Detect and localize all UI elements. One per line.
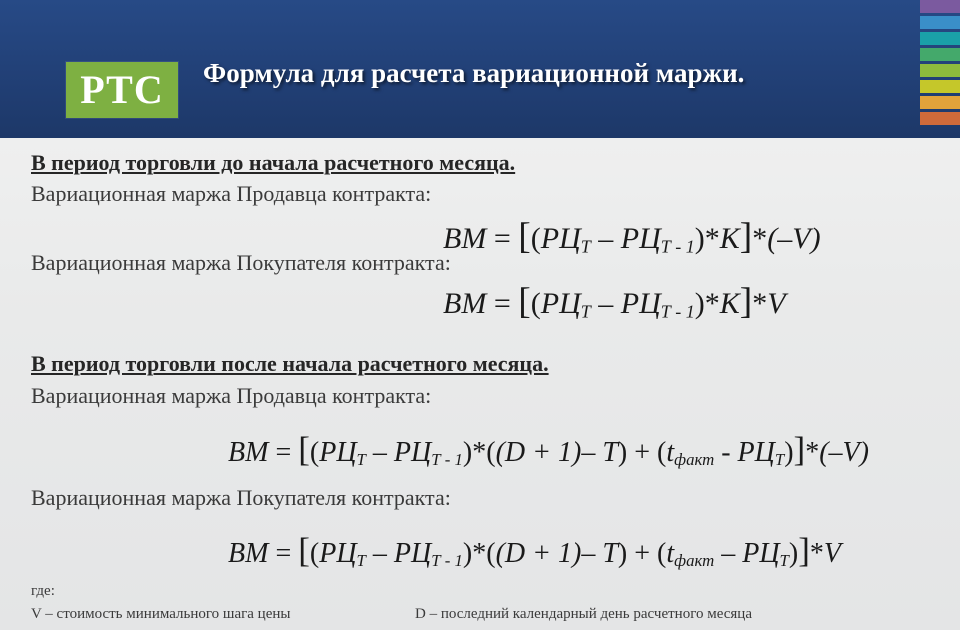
- formula-d1: (D + 1): [495, 538, 582, 569]
- formula-sub-fact: факт: [674, 551, 715, 571]
- section1-buyer-label: Вариационная маржа Покупателя контракта:: [31, 250, 451, 275]
- formula-sub-t1: Т - 1: [660, 301, 695, 322]
- formula-neg-v: (–V): [819, 437, 869, 468]
- formula-rc: РЦ: [620, 287, 661, 320]
- section2-heading: В период торговли после начала расчетного месяца.: [31, 351, 549, 376]
- formula-d1: (D + 1): [495, 437, 582, 468]
- section2-seller-label: Вариационная маржа Продавца контракта:: [31, 383, 432, 408]
- color-stripe: [920, 64, 960, 77]
- formula-eq: =: [275, 437, 292, 468]
- header-bar: [0, 0, 960, 138]
- formula-sub-t1: Т - 1: [431, 551, 463, 571]
- formula-t-fact: t: [666, 437, 675, 468]
- color-stripe: [920, 16, 960, 29]
- formula-sub-t1: Т - 1: [660, 236, 695, 257]
- notes-v-definition: V – стоимость минимального шага цены: [31, 606, 291, 622]
- formula-minus-t: – T: [581, 538, 618, 569]
- formula-sub-t: Т: [580, 236, 591, 257]
- formula-k: K: [719, 287, 740, 320]
- formula-minus-t: – T: [581, 437, 618, 468]
- formula-seller-1: ВМ = $[(РЦ_Т - РЦ_{Т - 1})*K]*(-V)$: [443, 216, 821, 257]
- formula-lhs: ВМ: [443, 222, 487, 255]
- formula-lhs: ВМ: [443, 287, 487, 320]
- notes-where: где:: [31, 583, 55, 599]
- formula-sub-t: Т: [774, 450, 785, 470]
- rts-logo: РТС: [66, 62, 178, 118]
- formula-neg-v: (–V): [767, 222, 821, 255]
- formula-rc: РЦ: [393, 437, 432, 468]
- color-stripe: [920, 80, 960, 93]
- formula-seller-2: ВМ = [$(РЦ_Т - РЦ_{Т - 1})*((D + 1)-$ $T) + (t_{факт} - РЦ_Т)]*(-V)$: [228, 430, 869, 470]
- formula-rc: РЦ: [393, 538, 432, 569]
- formula-sub-fact: факт: [674, 450, 715, 470]
- formula-rc: РЦ: [319, 538, 357, 569]
- formula-k: K: [719, 222, 740, 255]
- section1-heading: В период торговли до начала расчетного месяца.: [31, 150, 516, 175]
- formula-eq: =: [493, 222, 511, 255]
- formula-eq: =: [275, 538, 292, 569]
- page-title: Формула для расчета вариационной маржи.: [203, 58, 745, 88]
- formula-v: V: [823, 538, 841, 569]
- formula-rc: РЦ: [319, 437, 357, 468]
- formula-sub-t: Т: [356, 551, 366, 571]
- formula-sub-t1: Т - 1: [431, 450, 463, 470]
- formula-rc: РЦ: [620, 222, 661, 255]
- formula-rc: РЦ: [540, 222, 581, 255]
- formula-rc: РЦ: [742, 538, 780, 569]
- color-stripe: [920, 32, 960, 45]
- formula-t-fact: t: [666, 538, 675, 569]
- formula-lhs: ВМ: [228, 437, 269, 468]
- notes-d-definition: D – последний календарный день расчетного месяца: [415, 606, 752, 622]
- formula-sub-t: Т: [356, 450, 366, 470]
- formula-rc: РЦ: [540, 287, 581, 320]
- formula-rc: РЦ: [737, 437, 775, 468]
- color-stripe: [920, 48, 960, 61]
- formula-sub-t: Т: [580, 301, 591, 322]
- color-stripe: [920, 0, 960, 13]
- formula-sub-t: Т: [779, 551, 789, 571]
- formula-lhs: ВМ: [228, 538, 269, 569]
- formula-v: V: [767, 287, 786, 320]
- color-stripes: [920, 0, 960, 138]
- color-stripe: [920, 112, 960, 125]
- formula-buyer-2: ВМ = [$(РЦ_Т - РЦ_{Т - 1})*((D + 1)-$ $T) + (t_{факт} - РЦ_Т)]*V$: [228, 531, 841, 571]
- section2-buyer-label: Вариационная маржа Покупателя контракта:: [31, 485, 451, 510]
- section1-seller-label: Вариационная маржа Продавца контракта:: [31, 181, 432, 206]
- formula-buyer-1: ВМ = $[(РЦ_Т - РЦ_{Т - 1})*K]*V$: [443, 281, 786, 322]
- formula-eq: =: [493, 287, 511, 320]
- color-stripe: [920, 96, 960, 109]
- formula-bracket: [: [518, 216, 531, 257]
